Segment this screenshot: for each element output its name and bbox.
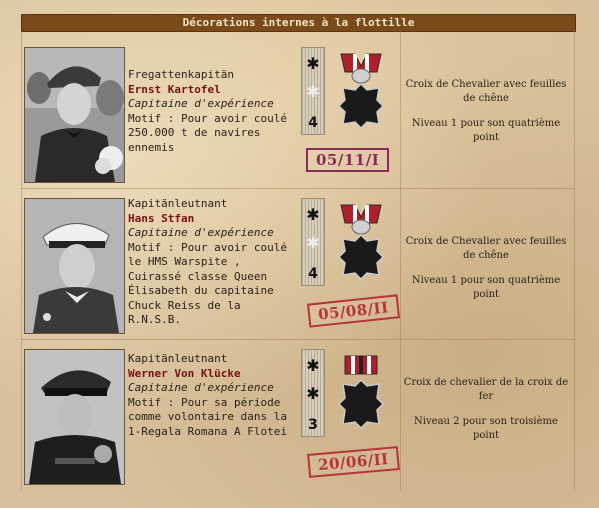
star-icon: ✱ [306,356,320,375]
ribbon-count: 3 [308,417,318,433]
portrait-photo [24,198,125,334]
grid-line [574,31,575,491]
star-icon: ✱ [306,384,320,403]
grid-line [21,339,574,340]
award-description [401,78,571,144]
captain-info [128,68,298,155]
award-name: Croix de Chevalier avec feuilles de chêne [405,236,567,261]
award-name: Croix de chevalier de la croix de fer [403,377,569,402]
decoration-entry [21,44,574,184]
ribbon-bar [301,349,325,437]
captain-rank: Kapitänleutnant [128,352,228,365]
page-title: Décorations internes à la flottille [21,14,576,32]
captain-role: Capitaine d'expérience [128,381,274,394]
ribbon-count: 4 [308,266,318,282]
captain-info [128,352,298,439]
ribbon-count: 4 [308,115,318,131]
award-motive: Motif : Pour avoir coulé le HMS Warspite , Cuirassé classe Queen Élisabeth du capitaine Chuck Reiss de la R.N.S.B. [128,240,287,326]
ribbon-bar [301,47,325,135]
star-icon: ✱ [306,82,320,101]
award-level: Niveau 1 pour son quatrième point [411,118,561,143]
knights-cross-oak-leaves-icon [333,50,389,130]
award-date-stamp: 05/11/I [306,148,389,172]
captain-role: Capitaine d'expérience [128,97,274,110]
award-description [401,376,571,442]
captain-name: Ernst Kartofel [128,82,221,96]
decoration-entry [21,346,574,486]
decoration-entry [21,195,574,335]
ribbon-bar [301,198,325,286]
iron-cross-icon [333,352,389,432]
captain-rank: Kapitänleutnant [128,197,228,210]
award-motive: Motif : Pour avoir coulé 250.000 t de navires ennemis [128,111,287,154]
captain-name: Hans Stfan [128,211,195,225]
star-icon: ✱ [306,54,320,73]
captain-info [128,197,298,328]
award-date-stamp: 20/06/II [307,446,399,478]
captain-rank: Fregattenkapitän [128,68,234,81]
star-icon: ✱ [306,233,320,252]
award-level: Niveau 1 pour son quatrième point [411,275,561,300]
award-motive: Motif : Pour sa période comme volontaire dans la 1-Regala Romana A Flotei [128,395,287,438]
grid-line [21,188,574,189]
award-level: Niveau 2 pour son troisième point [414,416,558,441]
award-name: Croix de Chevalier avec feuilles de chêne [405,79,567,104]
award-description [401,235,571,301]
captain-name: Werner Von Klücke [128,366,241,380]
award-date-stamp: 05/08/II [307,294,400,327]
captain-role: Capitaine d'expérience [128,226,274,239]
portrait-photo [24,47,125,183]
star-icon: ✱ [306,205,320,224]
portrait-photo [24,349,125,485]
knights-cross-oak-leaves-icon [333,201,389,281]
